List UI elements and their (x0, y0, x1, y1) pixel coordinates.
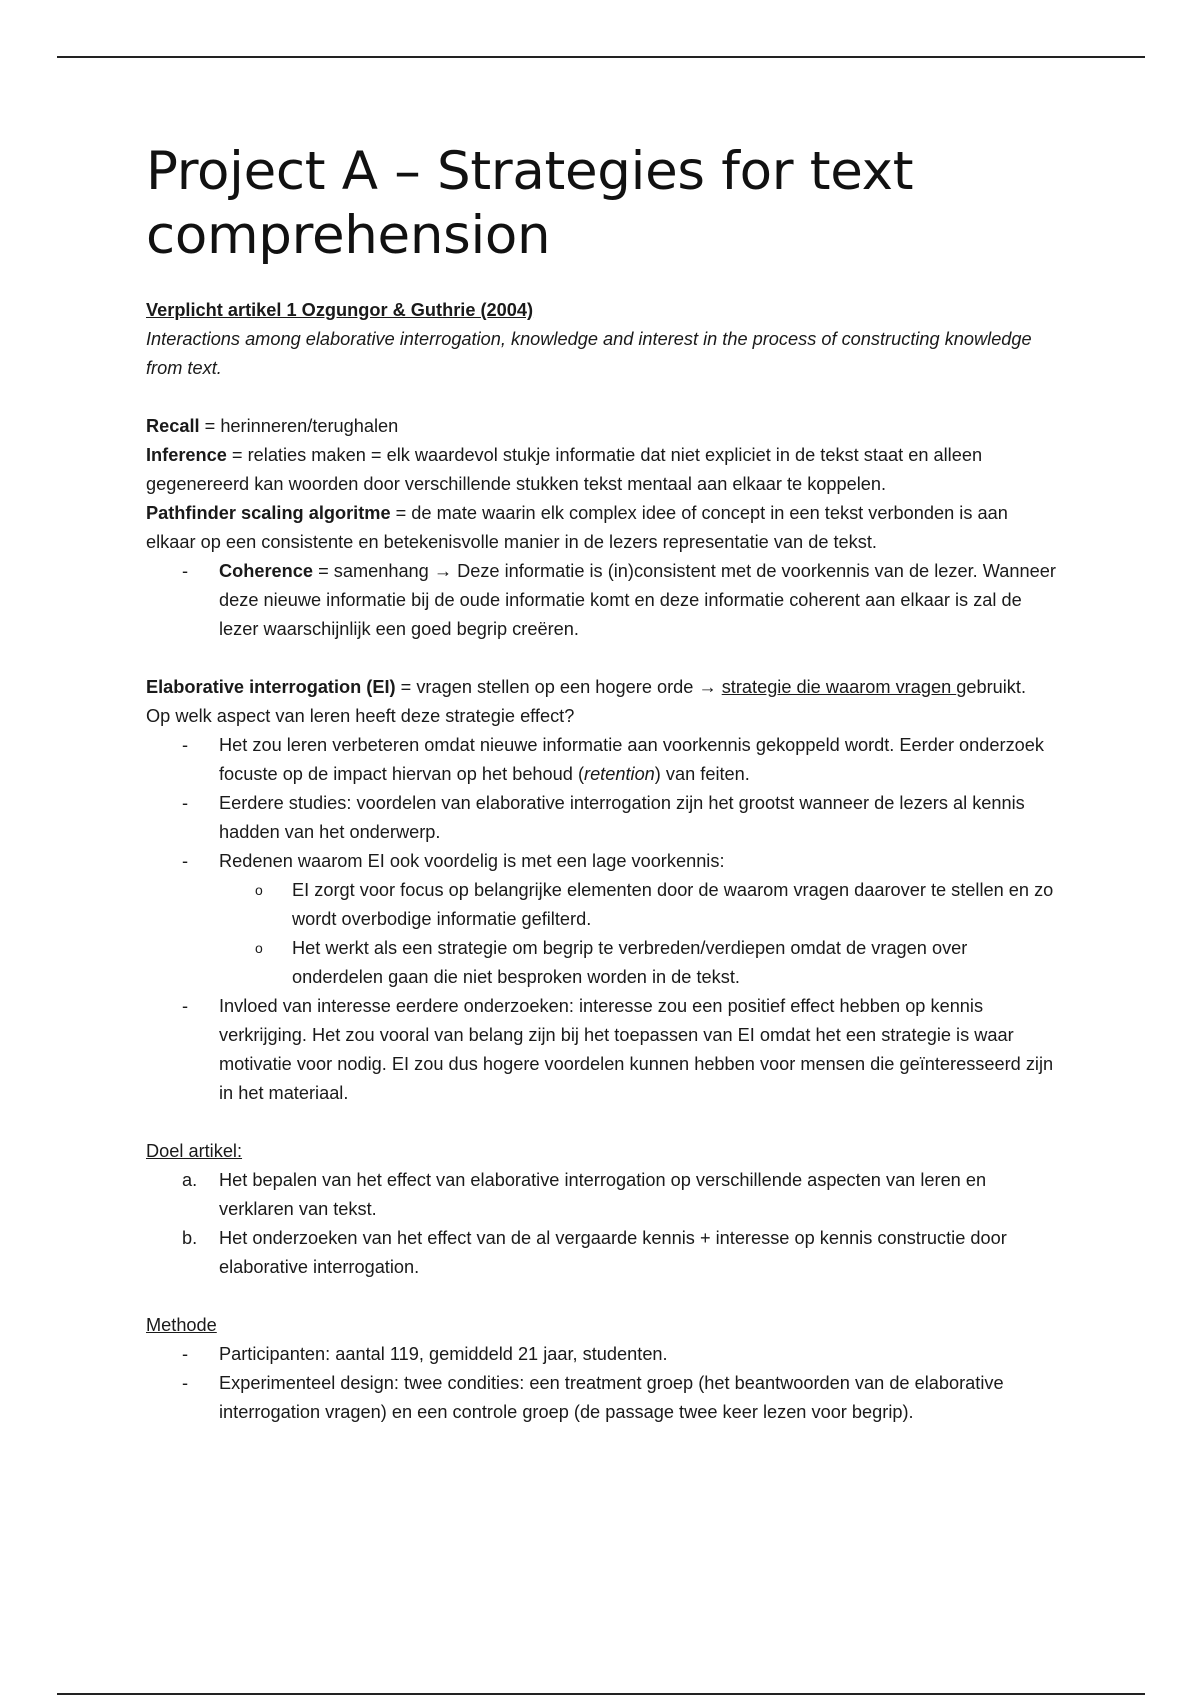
recall-term: Recall (146, 416, 200, 436)
recall-definition (146, 412, 1056, 441)
list-item (146, 1224, 1056, 1282)
pathfinder-definition (146, 499, 1056, 557)
pathfinder-text: = de mate waarin elk complex idee of concept in een tekst verbonden is aan elkaar op een consistente en betekenisvolle manier in de lezers representatie van de tekst. (146, 503, 1008, 552)
ei-question: Op welk aspect van leren heeft deze strategie effect? (146, 706, 575, 726)
list-item (146, 1166, 1056, 1224)
bullet3-text: Redenen waarom EI ook voordelig is met een lage voorkennis: (219, 851, 725, 871)
ei-list (146, 731, 1056, 1108)
list-item (146, 789, 1056, 847)
dash-marker: - (182, 1373, 189, 1393)
goal-heading: Doel artikel: (146, 1141, 243, 1161)
sub-list (219, 876, 1056, 992)
list-item (146, 992, 1056, 1108)
goal-b-text: Het onderzoeken van het effect van de al vergaarde kennis + interesse op kennis constructie door elaborative interrogation. (219, 1228, 1007, 1277)
document-page (146, 140, 1056, 1427)
dash-marker: - (182, 1344, 189, 1364)
goal-a-text: Het bepalen van het effect van elaborative interrogation op verschillende aspecten van leren en verklaren van tekst. (219, 1170, 987, 1219)
dash-marker: - (182, 561, 189, 581)
pathfinder-term: Pathfinder scaling algoritme (146, 503, 391, 523)
spacer (146, 1282, 1056, 1311)
article-heading: Verplicht artikel 1 Ozgungor & Guthrie (2004) (146, 300, 534, 320)
spacer (146, 1108, 1056, 1137)
ei-term: Elaborative interrogation (EI) (146, 677, 396, 697)
bullet1-post: ) van feiten. (654, 764, 750, 784)
ei-definition (146, 673, 1056, 702)
article-subtitle: Interactions among elaborative interrogation, knowledge and interest in the process of constructing knowledge from text. (146, 329, 1032, 378)
bottom-rule (57, 1693, 1145, 1695)
spacer (146, 383, 1056, 412)
ei-text: = vragen stellen op een hogere orde → (395, 677, 722, 697)
circle-marker: o (255, 940, 263, 956)
inference-definition (146, 441, 1056, 499)
dash-marker: - (182, 851, 189, 871)
list-item (146, 731, 1056, 789)
bullet2-text: Eerdere studies: voordelen van elaborative interrogation zijn het grootst wanneer de lezers al kennis hadden van het onderwerp. (219, 793, 1025, 842)
dash-marker: - (182, 735, 189, 755)
bullet1-italic: retention (584, 764, 655, 784)
ei-underlined: strategie die waarom vragen (721, 677, 957, 697)
inference-term: Inference (146, 445, 227, 465)
dash-marker: - (182, 793, 189, 813)
coherence-list (146, 557, 1056, 644)
recall-text: = herinneren/terughalen (199, 416, 399, 436)
bullet1-pre: Het zou leren verbeteren omdat nieuwe informatie aan voorkennis gekoppeld wordt. Eerder onderzoek focuste op de impact hiervan op het behoud ( (219, 735, 1044, 784)
page-title: Project A – Strategies for text comprehension (146, 141, 914, 266)
method-item1-text: Participanten: aantal 119, gemiddeld 21 jaar, studenten. (219, 1344, 668, 1364)
method-list (146, 1340, 1056, 1427)
list-item (146, 1340, 1056, 1369)
list-item (146, 557, 1056, 644)
method-item2-text: Experimenteel design: twee condities: een treatment groep (het beantwoorden van de elaborative interrogation vragen) en een controle groep (de passage twee keer lezen voor begrip). (219, 1373, 1004, 1422)
sub-list-item (219, 876, 1056, 934)
inference-text: = relaties maken = elk waardevol stukje informatie dat niet expliciet in de tekst staat en alleen gegenereerd kan woorden door verschillende stukken tekst mentaal aan elkaar te koppelen. (146, 445, 983, 494)
list-item (146, 1369, 1056, 1427)
bullet4-text: Invloed van interesse eerdere onderzoeken: interesse zou een positief effect hebben op kennis verkrijging. Het zou vooral van belang zijn bij het toepassen van EI omdat het een strategie is waar motivatie voor nodig. EI zou dus hogere voordelen kunnen hebben voor mensen die geïnteresseerd zijn in het materiaal. (219, 996, 1054, 1103)
sub1-text: EI zorgt voor focus op belangrijke elementen door de waarom vragen daarover te stellen en zo wordt overbodige informatie gefilterd. (292, 880, 1054, 929)
goal-list (146, 1166, 1056, 1282)
alpha-marker: b. (182, 1228, 198, 1248)
circle-marker: o (255, 882, 263, 898)
ei-tail: gebruikt. (956, 677, 1027, 697)
coherence-term: Coherence (219, 561, 314, 581)
list-item (146, 847, 1056, 992)
coherence-text: = samenhang → Deze informatie is (in)consistent met de voorkennis van de lezer. Wanneer deze nieuwe informatie bij de oude informatie komt en deze informatie coherent aan elkaar is zal de lezer waarschijnlijk een goed begrip creëren. (219, 561, 1056, 639)
top-rule (57, 56, 1145, 58)
sub2-text: Het werkt als een strategie om begrip te verbreden/verdiepen omdat de vragen over onderdelen gaan die niet besproken worden in de tekst. (292, 938, 968, 987)
sub-list-item (219, 934, 1056, 992)
method-heading: Methode (146, 1315, 217, 1335)
spacer (146, 644, 1056, 673)
dash-marker: - (182, 996, 189, 1016)
alpha-marker: a. (182, 1170, 198, 1190)
